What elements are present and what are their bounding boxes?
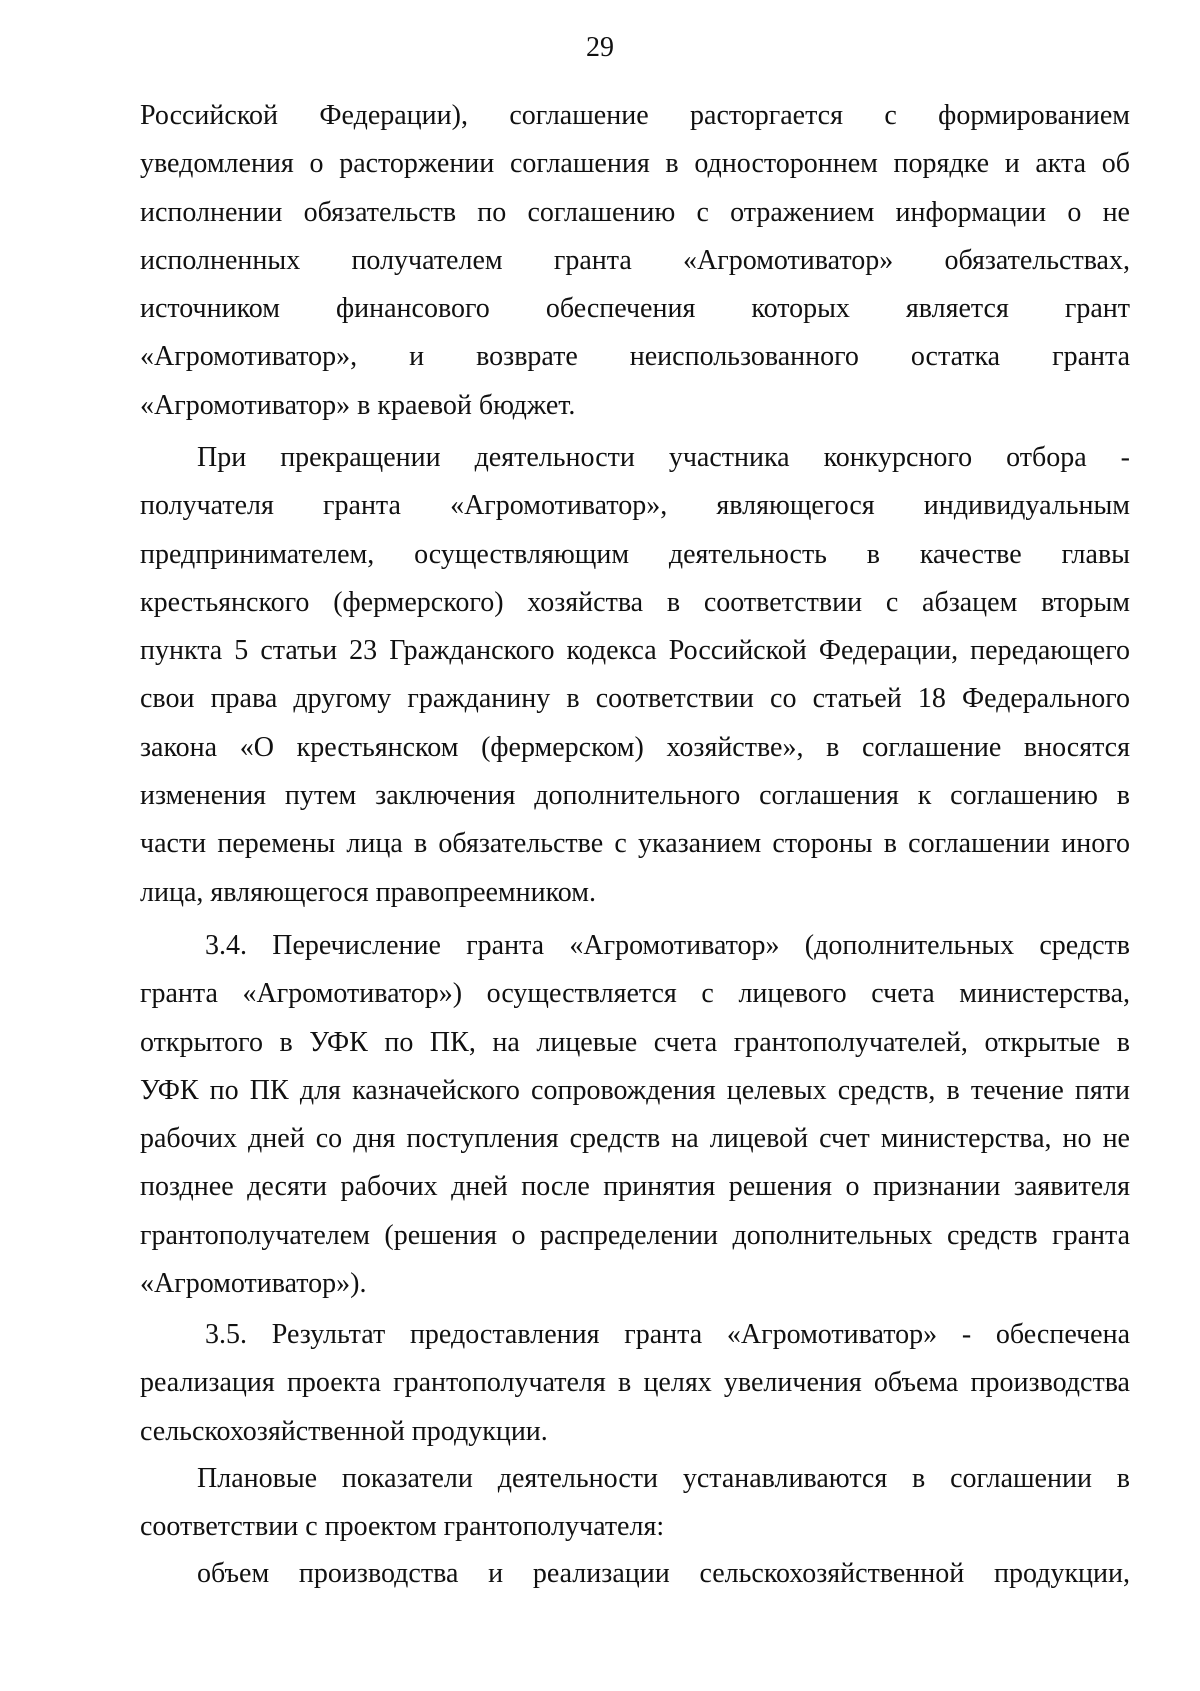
- text-line: источником финансового обеспечения которых является грант: [140, 293, 1130, 325]
- text-line: позднее десяти рабочих дней после принятия решения о признании заявителя: [140, 1171, 1130, 1203]
- text-line: «Агромотиватор» в краевой бюджет.: [140, 389, 576, 421]
- text-line: сельскохозяйственной продукции.: [140, 1415, 548, 1447]
- text-line: получателя гранта «Агромотиватор», являющегося индивидуальным: [140, 490, 1130, 522]
- text-line: крестьянского (фермерского) хозяйства в соответствии с абзацем вторым: [140, 586, 1130, 618]
- text-line: «Агромотиватор»).: [140, 1268, 367, 1300]
- text-line: предпринимателем, осуществляющим деятельность в качестве главы: [140, 538, 1130, 570]
- text-line: гранта «Агромотиватор») осуществляется с лицевого счета министерства,: [140, 978, 1130, 1010]
- text-line: уведомления о расторжении соглашения в одностороннем порядке и акта об: [140, 148, 1130, 180]
- text-line: «Агромотиватор», и возврате неиспользованного остатка гранта: [140, 341, 1130, 373]
- paragraph-3-5-grant-result: [140, 1311, 1130, 1456]
- text-line: исполненных получателем гранта «Агромотиватор» обязательствах,: [140, 244, 1130, 276]
- text-line: При прекращении деятельности участника конкурсного отбора -: [197, 442, 1130, 473]
- text-line: УФК по ПК для казначейского сопровождения целевых средств, в течение пяти: [140, 1074, 1130, 1106]
- text-line: закона «О крестьянском (фермерском) хозяйстве», в соглашение вносятся: [140, 731, 1130, 763]
- text-line: изменения путем заключения дополнительного соглашения к соглашению в: [140, 780, 1130, 812]
- text-line: 3.4. Перечисление гранта «Агромотиватор» (дополнительных средств: [205, 930, 1130, 961]
- text-line: 3.5. Результат предоставления гранта «Агромотиватор» - обеспечена: [205, 1319, 1130, 1350]
- paragraph-production-volume: [140, 1550, 1130, 1598]
- paragraph-federation-termination: [140, 92, 1130, 430]
- text-line: соответствии с проектом грантополучателя:: [140, 1511, 665, 1543]
- text-line: Плановые показатели деятельности устанавливаются в соглашении в: [197, 1463, 1130, 1494]
- paragraph-planned-indicators: [140, 1455, 1130, 1552]
- text-line: рабочих дней со дня поступления средств на лицевой счет министерства, но не: [140, 1123, 1130, 1155]
- text-line: лица, являющегося правопреемником.: [140, 876, 596, 908]
- paragraph-3-4-grant-transfer: [140, 922, 1130, 1308]
- text-line: реализация проекта грантополучателя в целях увеличения объема производства: [140, 1367, 1130, 1399]
- text-line: Российской Федерации), соглашение расторгается с формированием: [140, 100, 1130, 131]
- page-number: 29: [586, 32, 614, 63]
- text-line: части перемены лица в обязательстве с указанием стороны в соглашении иного: [140, 828, 1130, 860]
- paragraph-activity-termination: [140, 434, 1130, 917]
- text-line: открытого в УФК по ПК, на лицевые счета грантополучателей, открытые в: [140, 1026, 1130, 1058]
- text-line: грантополучателем (решения о распределении дополнительных средств гранта: [140, 1219, 1130, 1251]
- text-line: исполнении обязательств по соглашению с отражением информации о не: [140, 196, 1130, 228]
- text-line: объем производства и реализации сельскохозяйственной продукции,: [197, 1558, 1130, 1589]
- text-line: свои права другому гражданину в соответствии со статьей 18 Федерального: [140, 683, 1130, 715]
- text-line: пункта 5 статьи 23 Гражданского кодекса Российской Федерации, передающего: [140, 635, 1130, 667]
